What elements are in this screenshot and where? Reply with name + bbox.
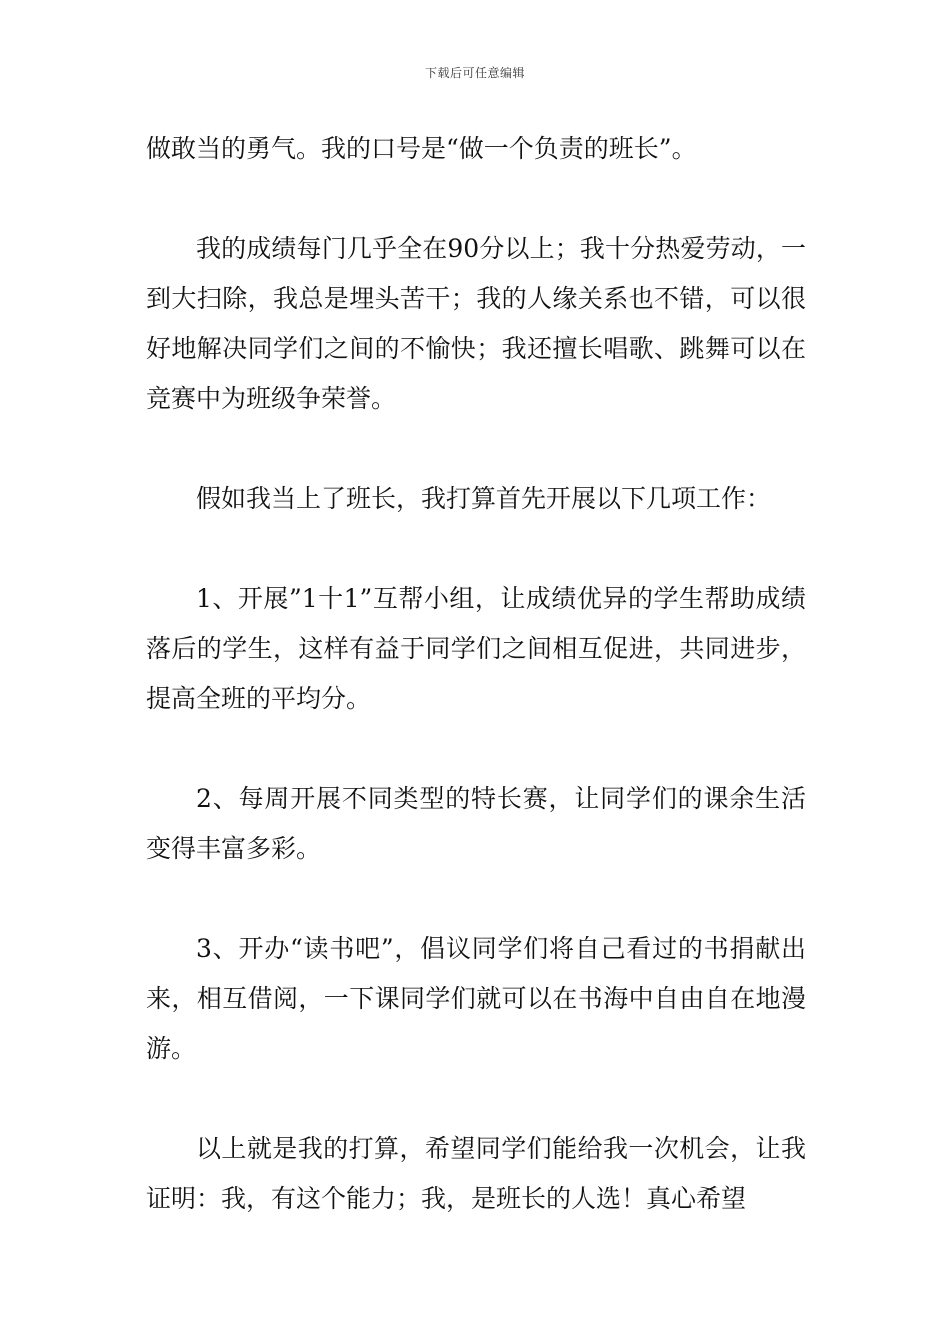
document-body: [146, 124, 806, 1224]
paragraph-plan-item-2: 2、每周开展不同类型的特长赛，让同学们的课余生活变得丰富多彩。: [146, 784, 806, 863]
paragraph-plan-intro: 假如我当上了班长，我打算首先开展以下几项工作：: [196, 484, 772, 513]
paragraph-closing: 以上就是我的打算，希望同学们能给我一次机会，让我证明：我，有这个能力；我，是班长的人选！真心希望: [146, 1134, 806, 1213]
paragraph-continued: 做敢当的勇气。我的口号是“做一个负责的班长”。: [146, 134, 697, 163]
paragraph-plan-item-1: 1、开展”1十1”互帮小组，让成绩优异的学生帮助成绩落后的学生，这样有益于同学们之间相互促进，共同进步，提高全班的平均分。: [146, 584, 806, 713]
page-header-note: 下载后可任意编辑: [424, 66, 525, 80]
paragraph-grades: 我的成绩每门几乎全在90分以上；我十分热爱劳动，一到大扫除，我总是埋头苦干；我的人缘关系也不错，可以很好地解决同学们之间的不愉快；我还擅长唱歌、跳舞可以在竞赛中为班级争荣誉。: [146, 234, 806, 413]
paragraph-plan-item-3: 3、开办“读书吧”，倡议同学们将自己看过的书捐献出来，相互借阅，一下课同学们就可以在书海中自由自在地漫游。: [146, 934, 806, 1063]
